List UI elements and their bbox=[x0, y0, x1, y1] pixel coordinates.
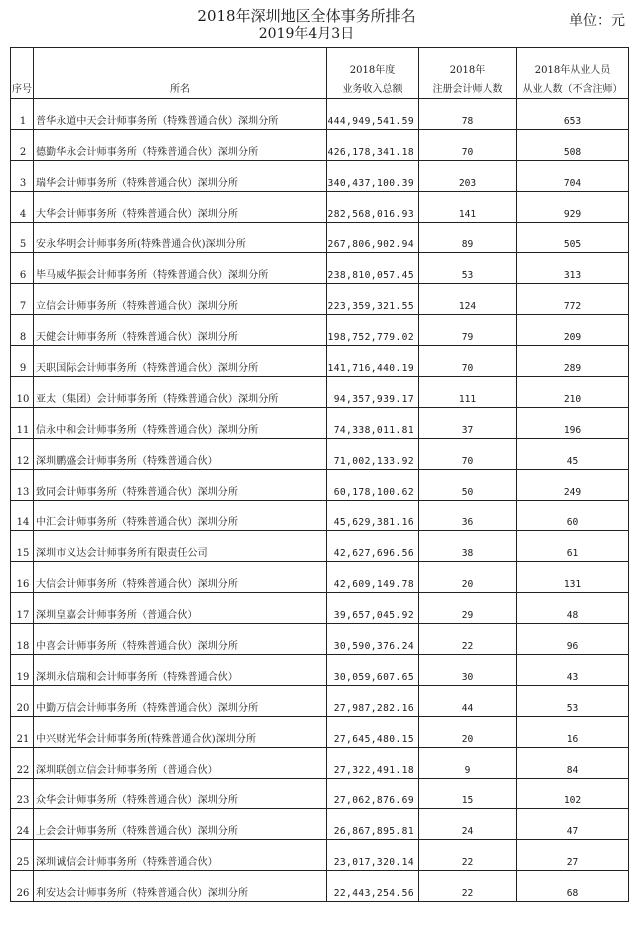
cell-staff-count: 704 bbox=[517, 160, 629, 191]
table-row bbox=[11, 407, 629, 438]
cell-firm-name: 深圳联创立信会计师事务所（普通合伙） bbox=[34, 747, 327, 778]
cell-staff-count: 16 bbox=[517, 716, 629, 747]
cell-firm-name: 中汇会计师事务所（特殊普通合伙）深圳分所 bbox=[34, 500, 327, 531]
table-row bbox=[11, 809, 629, 840]
header-staff bbox=[517, 48, 629, 99]
cell-staff-count: 102 bbox=[517, 778, 629, 809]
cell-cpa-count: 70 bbox=[419, 438, 517, 469]
table-row bbox=[11, 253, 629, 284]
cell-firm-name: 大信会计师事务所（特殊普通合伙）深圳分所 bbox=[34, 562, 327, 593]
cell-cpa-count: 29 bbox=[419, 593, 517, 624]
cell-cpa-count: 44 bbox=[419, 685, 517, 716]
cell-staff-count: 68 bbox=[517, 871, 629, 902]
cell-firm-name: 深圳市义达会计师事务所有限责任公司 bbox=[34, 531, 327, 562]
cell-revenue: 42,627,696.56 bbox=[327, 531, 419, 562]
table-row bbox=[11, 160, 629, 191]
cell-index: 26 bbox=[11, 871, 34, 902]
cell-staff-count: 27 bbox=[517, 840, 629, 871]
table-header-row bbox=[11, 48, 629, 99]
table-row bbox=[11, 469, 629, 500]
cell-firm-name: 亚太（集团）会计师事务所（特殊普通合伙）深圳分所 bbox=[34, 377, 327, 408]
table-row bbox=[11, 562, 629, 593]
cell-cpa-count: 141 bbox=[419, 191, 517, 222]
cell-revenue: 141,716,440.19 bbox=[327, 346, 419, 377]
cell-cpa-count: 20 bbox=[419, 716, 517, 747]
cell-cpa-count: 24 bbox=[419, 809, 517, 840]
cell-staff-count: 48 bbox=[517, 593, 629, 624]
table-row bbox=[11, 593, 629, 624]
table-row bbox=[11, 747, 629, 778]
cell-index: 19 bbox=[11, 655, 34, 686]
cell-cpa-count: 203 bbox=[419, 160, 517, 191]
table-row bbox=[11, 840, 629, 871]
header-revenue-line2: 业务收入总额 bbox=[342, 84, 403, 95]
table-row bbox=[11, 99, 629, 130]
cell-firm-name: 中喜会计师事务所（特殊普通合伙）深圳分所 bbox=[34, 624, 327, 655]
cell-cpa-count: 37 bbox=[419, 407, 517, 438]
cell-firm-name: 天健会计师事务所（特殊普通合伙）深圳分所 bbox=[34, 315, 327, 346]
cell-index: 18 bbox=[11, 624, 34, 655]
cell-firm-name: 立信会计师事务所（特殊普通合伙）深圳分所 bbox=[34, 284, 327, 315]
cell-revenue: 60,178,100.62 bbox=[327, 469, 419, 500]
cell-index: 15 bbox=[11, 531, 34, 562]
cell-cpa-count: 36 bbox=[419, 500, 517, 531]
cell-revenue: 39,657,045.92 bbox=[327, 593, 419, 624]
cell-firm-name: 深圳诚信会计师事务所（特殊普通合伙） bbox=[34, 840, 327, 871]
cell-firm-name: 上会会计师事务所（特殊普通合伙）深圳分所 bbox=[34, 809, 327, 840]
cell-firm-name: 大华会计师事务所（特殊普通合伙）深圳分所 bbox=[34, 191, 327, 222]
cell-firm-name: 中勤万信会计师事务所（特殊普通合伙）深圳分所 bbox=[34, 685, 327, 716]
cell-index: 23 bbox=[11, 778, 34, 809]
table-row bbox=[11, 191, 629, 222]
cell-index: 6 bbox=[11, 253, 34, 284]
cell-firm-name: 普华永道中天会计师事务所（特殊普通合伙）深圳分所 bbox=[34, 99, 327, 130]
cell-staff-count: 508 bbox=[517, 129, 629, 160]
cell-revenue: 267,806,902.94 bbox=[327, 222, 419, 253]
document-title: 2018年深圳地区全体事务所排名 bbox=[197, 7, 416, 25]
header-cpa-line2: 注册会计师人数 bbox=[432, 84, 503, 95]
cell-firm-name: 深圳鹏盛会计师事务所（特殊普通合伙） bbox=[34, 438, 327, 469]
cell-cpa-count: 22 bbox=[419, 871, 517, 902]
cell-index: 13 bbox=[11, 469, 34, 500]
ranking-table bbox=[10, 47, 629, 902]
table-row bbox=[11, 685, 629, 716]
cell-cpa-count: 20 bbox=[419, 562, 517, 593]
header-staff-line1: 2018年从业人员 bbox=[534, 65, 611, 76]
cell-cpa-count: 111 bbox=[419, 377, 517, 408]
cell-revenue: 26,867,895.81 bbox=[327, 809, 419, 840]
cell-staff-count: 929 bbox=[517, 191, 629, 222]
cell-firm-name: 信永中和会计师事务所（特殊普通合伙）深圳分所 bbox=[34, 407, 327, 438]
cell-revenue: 27,987,282.16 bbox=[327, 685, 419, 716]
cell-revenue: 23,017,320.14 bbox=[327, 840, 419, 871]
cell-index: 5 bbox=[11, 222, 34, 253]
table-row bbox=[11, 500, 629, 531]
cell-revenue: 27,062,876.69 bbox=[327, 778, 419, 809]
cell-revenue: 30,590,376.24 bbox=[327, 624, 419, 655]
table-row bbox=[11, 377, 629, 408]
cell-revenue: 71,002,133.92 bbox=[327, 438, 419, 469]
cell-staff-count: 131 bbox=[517, 562, 629, 593]
cell-index: 2 bbox=[11, 129, 34, 160]
cell-staff-count: 47 bbox=[517, 809, 629, 840]
table-row bbox=[11, 716, 629, 747]
table-row bbox=[11, 778, 629, 809]
cell-staff-count: 209 bbox=[517, 315, 629, 346]
cell-staff-count: 505 bbox=[517, 222, 629, 253]
cell-cpa-count: 30 bbox=[419, 655, 517, 686]
cell-index: 14 bbox=[11, 500, 34, 531]
cell-cpa-count: 89 bbox=[419, 222, 517, 253]
document-date: 2019年4月3日 bbox=[258, 26, 355, 42]
cell-cpa-count: 70 bbox=[419, 129, 517, 160]
cell-cpa-count: 15 bbox=[419, 778, 517, 809]
cell-revenue: 223,359,321.55 bbox=[327, 284, 419, 315]
table-row bbox=[11, 438, 629, 469]
cell-index: 25 bbox=[11, 840, 34, 871]
cell-revenue: 74,338,011.81 bbox=[327, 407, 419, 438]
cell-index: 7 bbox=[11, 284, 34, 315]
cell-firm-name: 利安达会计师事务所（特殊普通合伙）深圳分所 bbox=[34, 871, 327, 902]
header-index: 序号 bbox=[11, 48, 34, 99]
cell-index: 9 bbox=[11, 346, 34, 377]
cell-index: 3 bbox=[11, 160, 34, 191]
table-body bbox=[11, 99, 629, 902]
cell-firm-name: 深圳永信瑞和会计师事务所（特殊普通合伙） bbox=[34, 655, 327, 686]
cell-revenue: 340,437,100.39 bbox=[327, 160, 419, 191]
header-cpa bbox=[419, 48, 517, 99]
cell-revenue: 27,645,480.15 bbox=[327, 716, 419, 747]
cell-index: 4 bbox=[11, 191, 34, 222]
cell-revenue: 198,752,779.02 bbox=[327, 315, 419, 346]
cell-firm-name: 深圳皇嘉会计师事务所（普通合伙） bbox=[34, 593, 327, 624]
cell-revenue: 444,949,541.59 bbox=[327, 99, 419, 130]
cell-revenue: 30,059,607.65 bbox=[327, 655, 419, 686]
cell-revenue: 426,178,341.18 bbox=[327, 129, 419, 160]
cell-index: 21 bbox=[11, 716, 34, 747]
cell-firm-name: 众华会计师事务所（特殊普通合伙）深圳分所 bbox=[34, 778, 327, 809]
cell-staff-count: 53 bbox=[517, 685, 629, 716]
cell-cpa-count: 79 bbox=[419, 315, 517, 346]
cell-index: 24 bbox=[11, 809, 34, 840]
header-staff-line2: 从业人数（不含注师） bbox=[522, 84, 623, 95]
cell-firm-name: 毕马威华振会计师事务所（特殊普通合伙）深圳分所 bbox=[34, 253, 327, 284]
cell-revenue: 45,629,381.16 bbox=[327, 500, 419, 531]
cell-firm-name: 安永华明会计师事务所(特殊普通合伙)深圳分所 bbox=[34, 222, 327, 253]
cell-staff-count: 60 bbox=[517, 500, 629, 531]
cell-index: 1 bbox=[11, 99, 34, 130]
cell-revenue: 238,810,057.45 bbox=[327, 253, 419, 284]
cell-cpa-count: 70 bbox=[419, 346, 517, 377]
cell-index: 12 bbox=[11, 438, 34, 469]
cell-index: 22 bbox=[11, 747, 34, 778]
cell-index: 16 bbox=[11, 562, 34, 593]
table-row bbox=[11, 624, 629, 655]
header-cpa-line1: 2018年 bbox=[449, 65, 486, 76]
cell-revenue: 42,609,149.78 bbox=[327, 562, 419, 593]
cell-index: 20 bbox=[11, 685, 34, 716]
cell-staff-count: 84 bbox=[517, 747, 629, 778]
cell-staff-count: 196 bbox=[517, 407, 629, 438]
cell-firm-name: 德勤华永会计师事务所（特殊普通合伙）深圳分所 bbox=[34, 129, 327, 160]
cell-firm-name: 中兴财光华会计师事务所(特殊普通合伙)深圳分所 bbox=[34, 716, 327, 747]
cell-index: 11 bbox=[11, 407, 34, 438]
table-row bbox=[11, 129, 629, 160]
cell-cpa-count: 53 bbox=[419, 253, 517, 284]
cell-cpa-count: 22 bbox=[419, 840, 517, 871]
cell-revenue: 282,568,016.93 bbox=[327, 191, 419, 222]
cell-revenue: 22,443,254.56 bbox=[327, 871, 419, 902]
header-revenue-line1: 2018年度 bbox=[349, 65, 396, 76]
table-row bbox=[11, 871, 629, 902]
cell-cpa-count: 38 bbox=[419, 531, 517, 562]
cell-staff-count: 289 bbox=[517, 346, 629, 377]
table-row bbox=[11, 346, 629, 377]
cell-cpa-count: 9 bbox=[419, 747, 517, 778]
cell-staff-count: 61 bbox=[517, 531, 629, 562]
cell-revenue: 27,322,491.18 bbox=[327, 747, 419, 778]
cell-cpa-count: 78 bbox=[419, 99, 517, 130]
table-row bbox=[11, 222, 629, 253]
cell-index: 8 bbox=[11, 315, 34, 346]
cell-revenue: 94,357,939.17 bbox=[327, 377, 419, 408]
cell-cpa-count: 22 bbox=[419, 624, 517, 655]
header-revenue bbox=[327, 48, 419, 99]
cell-staff-count: 43 bbox=[517, 655, 629, 686]
cell-staff-count: 772 bbox=[517, 284, 629, 315]
cell-index: 10 bbox=[11, 377, 34, 408]
header-name: 所名 bbox=[34, 48, 327, 99]
cell-cpa-count: 124 bbox=[419, 284, 517, 315]
cell-cpa-count: 50 bbox=[419, 469, 517, 500]
table-row bbox=[11, 655, 629, 686]
cell-firm-name: 致同会计师事务所（特殊普通合伙）深圳分所 bbox=[34, 469, 327, 500]
cell-firm-name: 瑞华会计师事务所（特殊普通合伙）深圳分所 bbox=[34, 160, 327, 191]
cell-firm-name: 天职国际会计师事务所（特殊普通合伙）深圳分所 bbox=[34, 346, 327, 377]
cell-staff-count: 249 bbox=[517, 469, 629, 500]
table-row bbox=[11, 315, 629, 346]
table-row bbox=[11, 284, 629, 315]
unit-label: 单位：元 bbox=[569, 13, 625, 29]
cell-staff-count: 96 bbox=[517, 624, 629, 655]
cell-index: 17 bbox=[11, 593, 34, 624]
table-row bbox=[11, 531, 629, 562]
cell-staff-count: 210 bbox=[517, 377, 629, 408]
cell-staff-count: 45 bbox=[517, 438, 629, 469]
cell-staff-count: 313 bbox=[517, 253, 629, 284]
cell-staff-count: 653 bbox=[517, 99, 629, 130]
